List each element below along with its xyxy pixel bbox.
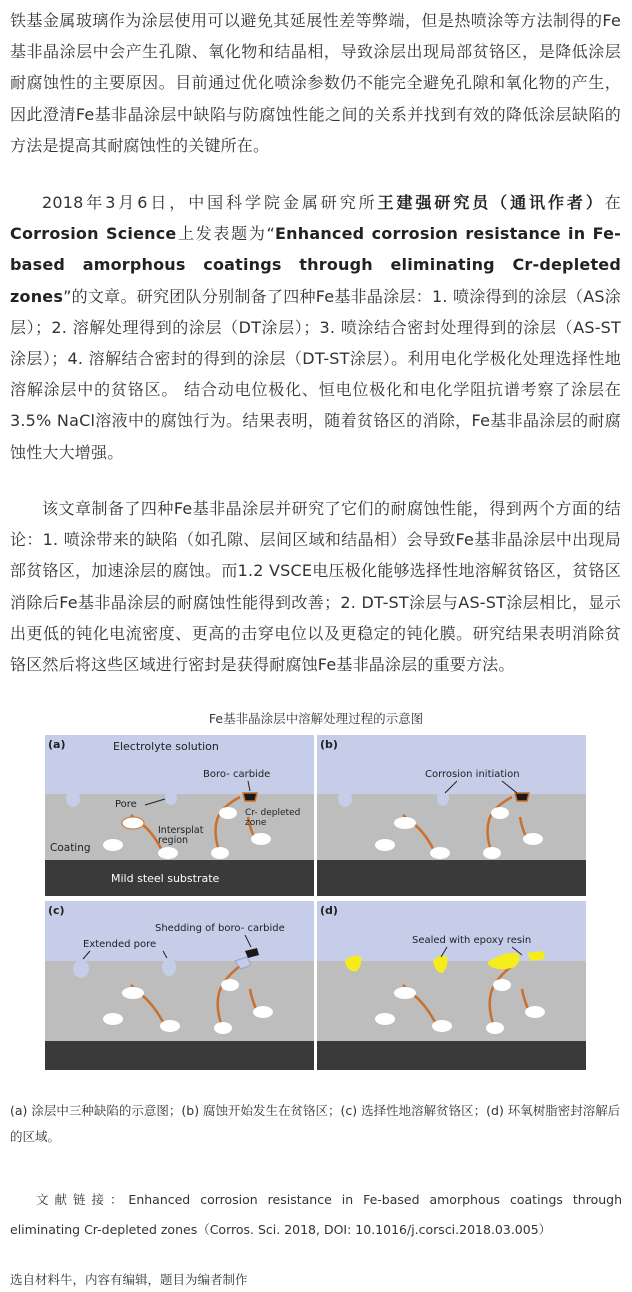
shedding-label: Shedding of boro- carbide — [155, 923, 285, 934]
splat-particle — [214, 1022, 232, 1034]
splat-particle — [430, 847, 450, 859]
reference-text: 文献链接：Enhanced corrosion resistance in Fe-based amorphous coatings through eliminating Cr-depleted zones（Corros. Sci. 2018, DOI: 10.1016/j.corsci.2018.03.005） — [10, 1192, 622, 1237]
splat-particle — [103, 839, 123, 851]
coating-layer — [317, 794, 586, 860]
conclusion-paragraph — [10, 493, 621, 680]
pore-label: Pore — [115, 799, 137, 810]
publication-text-body: ”的文章。研究团队分别制备了四种Fe基非晶涂层：1. 喷涂得到的涂层（AS涂层）；2. 溶解处理得到的涂层（DT涂层）；3. 喷涂结合密封处理得到的涂层（AS-ST涂层）；4. 溶解结合密封的得到的涂层（DT-ST涂层）。利用电化学极化处理选择性地溶解涂层中的贫铬区。 结合动电位极化、恒电位极化和电化学阻抗谱考察了涂层在3.5% NaCl溶液中的腐蚀行为。结果表明，随着贫铬区的消除，Fe基非晶涂层的耐腐蚀性大大增强。 — [10, 286, 621, 462]
article-title: Enhanced corrosion resistance in Fe-based amorphous coatings through eliminating Cr-depleted zones — [10, 224, 621, 306]
splat-particle — [221, 979, 239, 991]
panel-b-label: (b) — [320, 738, 338, 751]
source-note: 选自材料牛，内容有编辑，题目为编者制作 — [10, 1272, 248, 1287]
extended-pore — [73, 960, 89, 978]
panel-c — [45, 901, 314, 1070]
splat-particle — [219, 807, 237, 819]
panel-d — [317, 901, 586, 1070]
figure-caption: (a) 涂层中三种缺陷的示意图；(b) 腐蚀开始发生在贫铬区；(c) 选择性地溶解贫铬区；(d) 环氧树脂密封溶解后的区域。 — [10, 1103, 621, 1144]
corresponding-author: 王建强研究员（通讯作者） — [377, 193, 605, 212]
publication-date-text: 2018年3月6日，中国科学院金属研究所 — [42, 193, 378, 212]
coating-label: Coating — [50, 842, 91, 854]
splat-particle — [375, 839, 395, 851]
substrate-layer — [317, 1041, 586, 1070]
conclusion-text: 该文章制备了四种Fe基非晶涂层并研究了它们的耐腐蚀性能，得到两个方面的结论：1. 喷涂带来的缺陷（如孔隙、层间区域和结晶相）会导致Fe基非晶涂层中出现局部贫铬区，加速涂层的腐蚀。而1.2 VSCE电压极化能够选择性地溶解贫铬区，贫铬区消除后Fe基非晶涂层的耐腐蚀性能得到改善；2. DT-ST涂层与AS-ST涂层相比，显示出更低的钝化电流密度、更高的击穿电位以及更稳定的钝化膜。研究结果表明消除贫铬区然后将这些区域进行密封是获得耐腐蚀Fe基非晶涂层的重要方法。 — [10, 499, 621, 675]
electrolyte-layer — [317, 735, 586, 794]
panel-b — [317, 735, 586, 896]
schematic-figure — [45, 735, 586, 1070]
splat-particle — [394, 817, 416, 829]
splat-particle — [375, 1013, 395, 1025]
intersplat-label-1: Intersplat — [158, 825, 204, 836]
panel-a-label: (a) — [48, 738, 66, 751]
corrosion-initiation-label: Corrosion initiation — [425, 769, 520, 780]
splat-particle — [432, 1020, 452, 1032]
splat-particle — [394, 987, 416, 999]
publication-paragraph — [10, 187, 621, 468]
boro-carbide-particle — [515, 793, 529, 801]
pore — [338, 791, 352, 807]
reference-link[interactable] — [10, 1185, 622, 1245]
splat-particle — [251, 833, 271, 845]
splat-particle — [211, 847, 229, 859]
splat-particle — [122, 817, 144, 829]
electrolyte-layer — [317, 901, 586, 961]
splat-particle — [160, 1020, 180, 1032]
pore — [437, 790, 449, 806]
intersplat-label-2: region — [158, 835, 189, 846]
panel-c-label: (c) — [48, 904, 65, 917]
cr-depleted-label-2: zone — [245, 818, 267, 828]
splat-particle — [525, 1006, 545, 1018]
figure-title: Fe基非晶涂层中溶解处理过程的示意图 — [208, 711, 424, 726]
splat-particle — [122, 987, 144, 999]
splat-particle — [103, 1013, 123, 1025]
substrate-layer — [317, 860, 586, 896]
panel-divider — [314, 735, 317, 1070]
panel-d-label: (d) — [320, 904, 338, 917]
splat-particle — [486, 1022, 504, 1034]
panel-a — [45, 735, 314, 896]
pore — [165, 791, 177, 805]
extended-pore-label: Extended pore — [83, 939, 157, 950]
substrate-layer — [45, 1041, 314, 1070]
pore — [66, 791, 80, 807]
extended-pore — [162, 958, 176, 976]
coating-layer — [317, 961, 586, 1041]
cr-depleted-label-1: Cr- depleted — [245, 808, 301, 818]
splat-particle — [158, 847, 178, 859]
intro-paragraph: 铁基金属玻璃作为涂层使用可以避免其延展性差等弊端，但是热喷涂等方法制得的Fe基非晶涂层中会产生孔隙、氧化物和结晶相，导致涂层出现局部贫铬区，是降低涂层耐腐蚀性的主要原因。目前通过优化喷涂参数仍不能完全避免孔隙和氧化物的产生，因此澄清Fe基非晶涂层中缺陷与防腐蚀性能之间的关系并找到有效的降低涂层缺陷的方法是提高其耐腐蚀性的关键所在。 — [10, 11, 621, 155]
epoxy-label: Sealed with epoxy resin — [412, 935, 532, 946]
publication-text-title-lead: 上发表题为“ — [176, 224, 276, 244]
splat-particle — [493, 979, 511, 991]
substrate-label: Mild steel substrate — [111, 872, 220, 885]
panel-divider — [45, 896, 586, 901]
electrolyte-label: Electrolyte solution — [113, 740, 219, 753]
journal-name: Corrosion Science — [10, 224, 177, 244]
splat-particle — [253, 1006, 273, 1018]
splat-particle — [523, 833, 543, 845]
boro-carbide-particle — [243, 793, 257, 801]
splat-particle — [483, 847, 501, 859]
splat-particle — [491, 807, 509, 819]
boro-carbide-label: Boro- carbide — [203, 769, 271, 780]
publication-text-in: 在 — [604, 193, 621, 212]
